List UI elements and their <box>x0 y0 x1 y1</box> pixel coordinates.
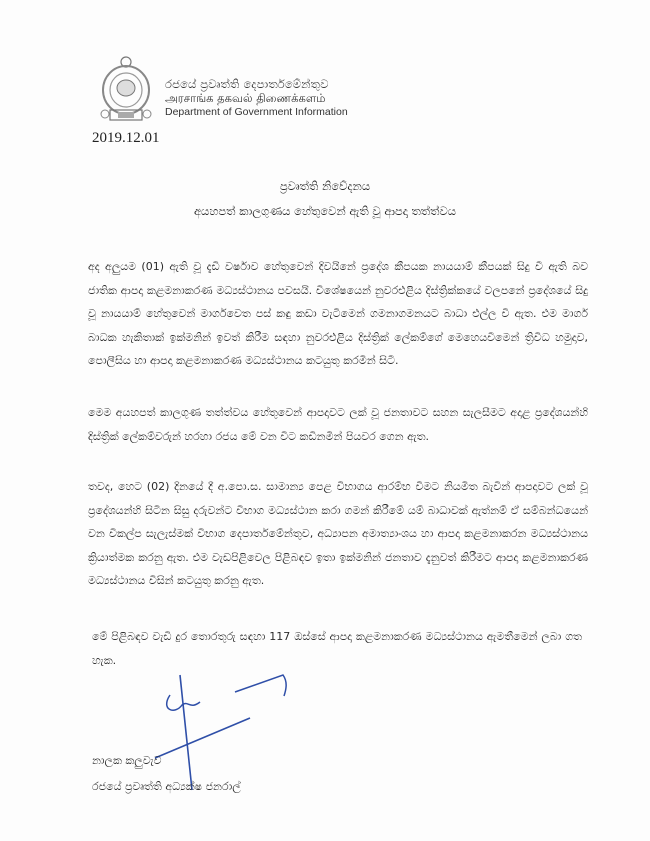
paragraph-2: මෙම අයහපත් කාලගුණ තත්ත්වය හේතුවෙන් ආපදාවට ලක් වූ ජනතාවට සහන සැලසීමට අදාළ ප්‍රදේශයන්හි දිස්ත්‍රික් ලේකම්වරුන් හරහා රජය මේ වන විට කඩිනමින් පියවර ගෙන ඇත. <box>88 406 588 443</box>
letterhead <box>96 54 476 124</box>
release-date: 2019.12.01 <box>92 130 160 146</box>
paragraph-3: තවද, හෙට (02) දිනයේ දී අ.පො.ස. සාමාන්‍ය පෙළ විභාගය ආරම්භ වීමට නියමිත බැවින් ආපදාවට ලක් වූ ප්‍රදේශයන්හි සිටින සිසු දරුවන්ට විභාග මධ්‍යස්ථාන කරා ගමන් කිරීමේ යම් බාධාවක් ඇත්නම් ඒ සම්බන්ධයෙන් වන විකල්ප සැලැස්මක් විභාග දෙපාර්තමේන්තුව, අධ්‍යාපන අමාත්‍යාංශය හා ආපදා කළමනාකරන මධ්‍යස්ථානය ක්‍රියාත්මක කරනු ඇත. එම වැඩපිළිවෙල පිළිබඳව ඉතා ඉක්මනින් ජනතාව දැනුවත් කිරීමට ආපදා කළමනාකරණ මධ්‍යස්ථානය විසින් කටයුතු කරනු ඇත. <box>88 480 588 587</box>
department-name-tamil: அரசாங்க தகவல் திணைக்களம் <box>165 91 326 105</box>
document-title: ප්‍රවෘත්ති නිවේදනය <box>279 179 371 193</box>
department-name <box>165 77 348 119</box>
department-name-sinhala: රජයේ ප්‍රවෘත්ති දෙපාර්තමේන්තුව <box>165 77 329 91</box>
signatory-name: නාලක කලුවැව <box>92 754 162 767</box>
signatory-designation: රජයේ ප්‍රවෘත්ති අධ්‍යක්ෂ ජනරාල් <box>92 780 241 793</box>
document-subtitle: අයහපත් කාලගුණය හේතුවෙන් ඇති වූ ආපදා තත්ත්වය <box>193 204 457 218</box>
paragraph-4: මේ පිළිබඳව වැඩි දුර තොරතුරු සඳහා 117 ඔස්සේ ආපදා කළමනාකරණ මධ්‍යස්ථානය ඇමතීමෙන් ලබා ගත හැක. <box>92 630 582 667</box>
paragraph-1: අද අලුයම (01) ඇති වූ දැඩි වර්ෂාව හේතුවෙන් දිවයිනේ ප්‍රදේශ කීපයක නායයාම් කීපයක් සිදු වී ඇති බව ජාතික ආපදා කළමනාකරණ මධ්‍යස්ථානය පවසයි. විශේෂයෙන් නුවරඑළිය දිස්ත්‍රික්කයේ වලපනේ ප්‍රදේශයේ සිදු වූ නායයාම් හේතුවෙන් මාර්ගවෙත පස් කඳු කඩා වැටීමෙන් ගමනාගමනයට බාධා එල්ල වී ඇත. එම මාර්ග බාධක හැකිතාක් ඉක්මනින් ඉවත් කිරීම සඳහා නුවරඑළිය දිස්ත්‍රික් ලේකම්ගේ මෙහෙයවීමෙන් ත්‍රිවිධ හමුදාව, පොලීසිය හා ආපදා කළමනාකරණ මධ්‍යස්ථානය කටයුතු කරමින් සිටී. <box>88 260 588 367</box>
department-name-english: Department of Government Information <box>165 106 348 118</box>
state-emblem-icon <box>96 54 156 126</box>
